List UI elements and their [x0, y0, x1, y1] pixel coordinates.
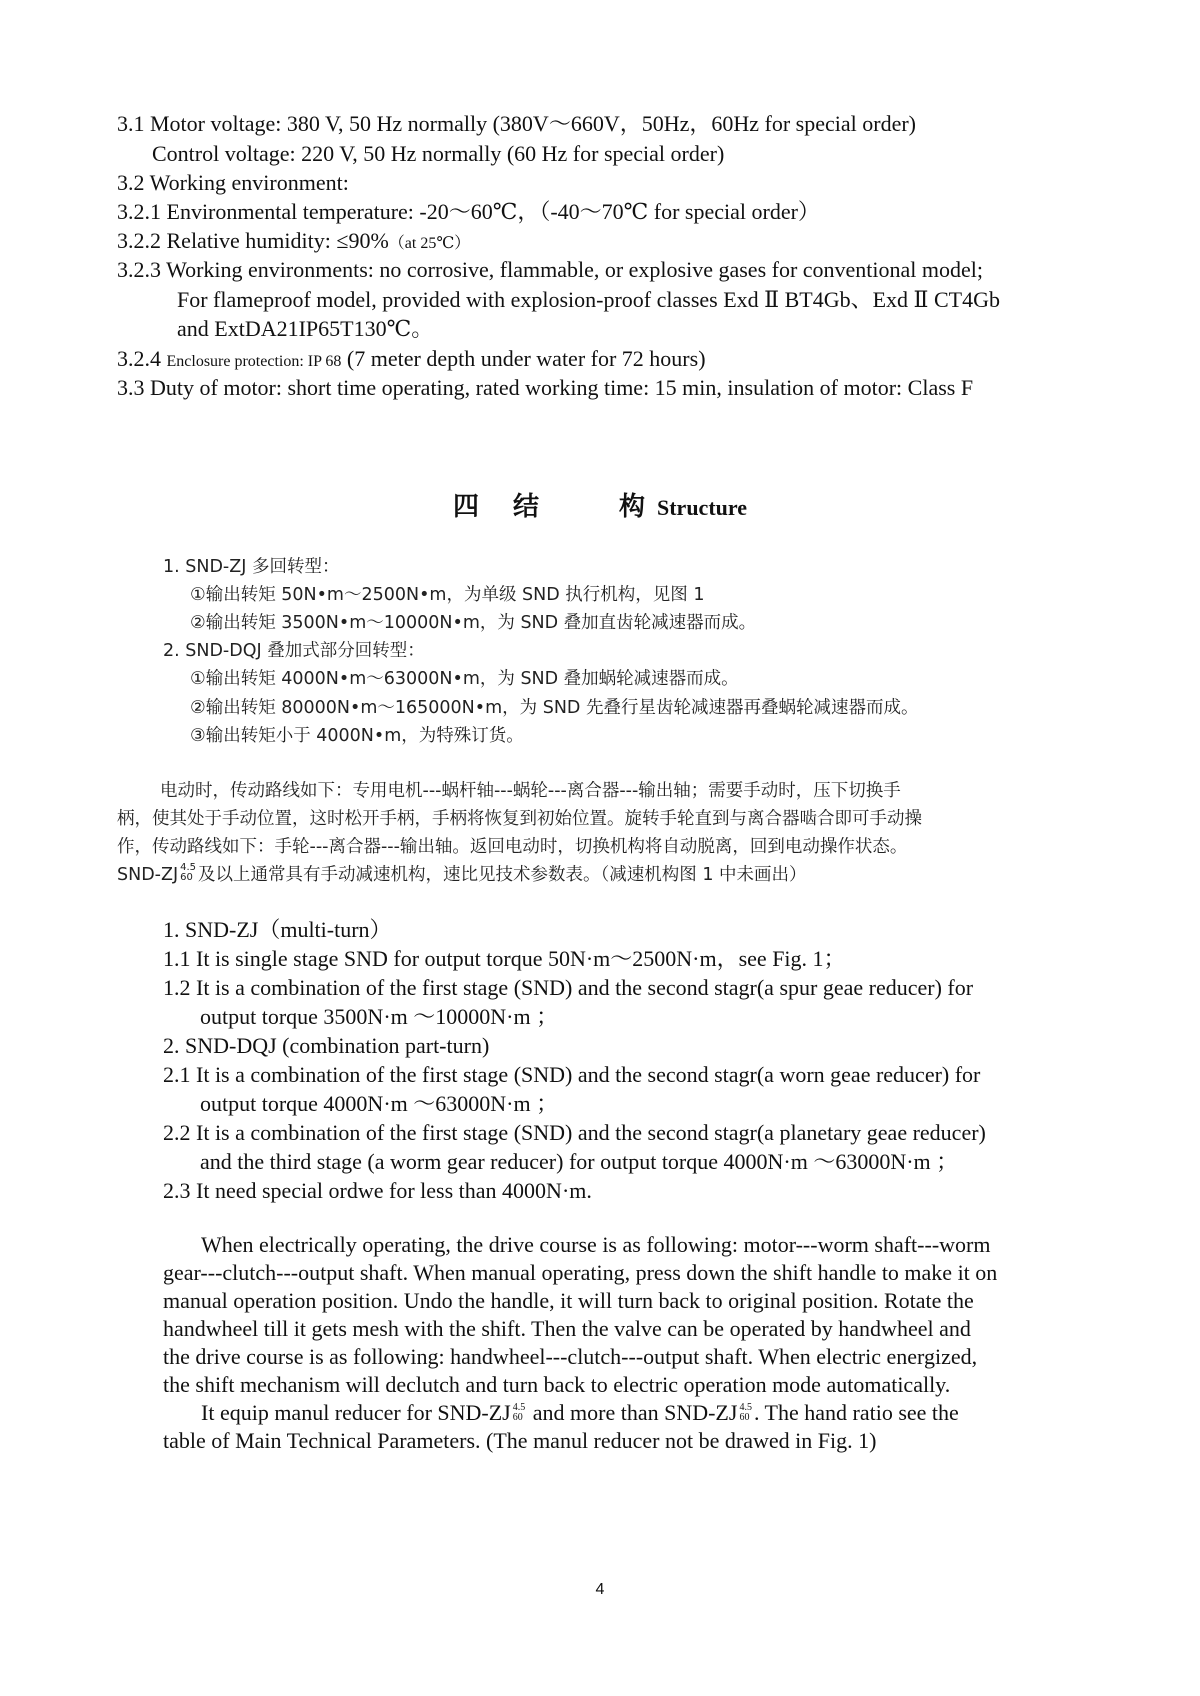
cn-paragraph-line: 电动时，传动路线如下：专用电机---蜗杆轴---蜗轮---离合器---输出轴；需要手动时，压下切换手: [160, 781, 901, 801]
model-fraction: [180, 863, 196, 883]
fraction-top: 4.5: [180, 862, 197, 873]
en-paragraph-line: handwheel till it gets mesh with the shift. Then the valve can be operated by handwheel and: [163, 1316, 971, 1341]
en-paragraph-line: [201, 1399, 959, 1427]
cn-list-item: ①输出转矩 4000N•m～63000N•m，为 SND 叠加蜗轮减速器而成。: [190, 669, 739, 689]
heading-char-3: 构: [618, 492, 645, 522]
en-list-item: 2.3 It need special ordwe for less than 4000N·m.: [163, 1178, 592, 1203]
en-list-item: output torque 3500N·m ～10000N·m ；: [200, 1004, 559, 1029]
cn-paragraph-line: 柄，使其处于手动位置，这时松开手柄，手柄将恢复到初始位置。旋转手轮直到与离合器啮合即可手动操: [117, 809, 922, 829]
en-paragraph-line: gear---clutch---output shaft. When manual operating, press down the shift handle to make it on: [163, 1260, 998, 1285]
model-fraction: [739, 1403, 752, 1423]
en-list-item: 2. SND-DQJ (combination part-turn): [163, 1033, 490, 1058]
en-paragraph-text: . The hand ratio see the: [753, 1400, 959, 1425]
fraction-bottom: 60: [739, 1411, 750, 1423]
page-number: 4: [595, 1581, 605, 1598]
en-paragraph-text: It equip manul reducer for SND-ZJ: [201, 1400, 511, 1425]
section-heading: [0, 486, 1200, 523]
en-paragraph-line: When electrically operating, the drive course is as following: motor---worm shaft---worm: [201, 1232, 991, 1257]
en-list-item: 2.1 It is a combination of the first stage (SND) and the second stagr(a worn geae reducer) for: [163, 1062, 981, 1087]
model-fraction: [513, 1403, 526, 1423]
spec-humidity-note: （at 25℃）: [388, 235, 471, 252]
en-list-item: and the third stage (a worm gear reducer) for output torque 4000N·m ～63000N·m ；: [200, 1149, 959, 1174]
spec-enclosure: [117, 345, 706, 376]
en-paragraph-line: manual operation position. Undo the handle, it will turn back to original position. Rotate the: [163, 1288, 974, 1313]
cn-paragraph-line: [117, 861, 807, 889]
spec-enclosure-number: 3.2.4: [117, 346, 161, 371]
spec-flameproof: For flameproof model, provided with explosion-proof classes Exd Ⅱ BT4Gb、Exd Ⅱ CT4Gb: [177, 287, 1001, 312]
en-list-item: 1.2 It is a combination of the first stage (SND) and the second stagr(a spur geae reducer) for: [163, 975, 974, 1000]
spec-control-voltage: Control voltage: 220 V, 50 Hz normally (60 Hz for special order): [152, 141, 725, 166]
cn-paragraph-tail: 及以上通常具有手动减速机构，速比见技术参数表。（减速机构图 1 中未画出）: [198, 865, 807, 885]
heading-english: Structure: [657, 495, 748, 520]
cn-model-name: SND-ZJ: [117, 865, 179, 885]
spec-motor-voltage: 3.1 Motor voltage: 380 V, 50 Hz normally (380V～660V，50Hz，60Hz for special order): [117, 111, 916, 136]
cn-list-item: ①输出转矩 50N•m～2500N•m，为单级 SND 执行机构，见图 1: [190, 585, 705, 605]
spec-flameproof-class: and ExtDA21IP65T130℃。: [177, 316, 434, 341]
en-list-item: 1.1 It is single stage SND for output torque 50N·m～2500N·m，see Fig. 1；: [163, 946, 846, 971]
spec-duty: 3.3 Duty of motor: short time operating, rated working time: 15 min, insulation of motor: Class F: [117, 375, 974, 400]
heading-char-2: 结: [512, 492, 539, 522]
spec-enclosure-label: Enclosure protection: IP 68: [166, 353, 342, 370]
fraction-bottom: 60: [512, 1411, 523, 1423]
cn-paragraph-line: 作，传动路线如下：手轮---离合器---输出轴。返回电动时，切换机构将自动脱离，回到电动操作状态。: [117, 837, 908, 857]
en-list-item: 1. SND-ZJ（multi-turn）: [163, 917, 392, 942]
spec-environments: 3.2.3 Working environments: no corrosive, flammable, or explosive gases for conventional model;: [117, 257, 984, 282]
en-paragraph-line: the drive course is as following: handwheel---clutch---output shaft. When electric energized,: [163, 1344, 978, 1369]
cn-list-item: ③输出转矩小于 4000N•m，为特殊订货。: [190, 726, 524, 746]
cn-list-item: 2. SND-DQJ 叠加式部分回转型：: [163, 641, 425, 661]
en-paragraph-text: and more than SND-ZJ: [532, 1400, 738, 1425]
cn-list-item: ②输出转矩 80000N•m～165000N•m，为 SND 先叠行星齿轮减速器再叠蜗轮减速器而成。: [190, 698, 919, 718]
en-list-item: 2.2 It is a combination of the first stage (SND) and the second stagr(a planetary geae reducer): [163, 1120, 986, 1145]
fraction-bottom: 60: [180, 872, 193, 883]
en-list-item: output torque 4000N·m ～63000N·m ；: [200, 1091, 559, 1116]
spec-enclosure-note: (7 meter depth under water for 72 hours): [346, 346, 706, 371]
fraction-top: 4.5: [739, 1401, 752, 1413]
spec-humidity-text: 3.2.2 Relative humidity: ≤90%: [117, 228, 389, 253]
cn-list-item: 1. SND-ZJ 多回转型：: [163, 557, 340, 577]
spec-humidity: [117, 227, 470, 258]
heading-char-1: 四: [452, 492, 479, 522]
cn-list-item: ②输出转矩 3500N•m～10000N•m，为 SND 叠加直齿轮减速器而成。: [190, 613, 757, 633]
en-paragraph-line: the shift mechanism will declutch and turn back to electric operation mode automatically.: [163, 1372, 951, 1397]
spec-temperature: 3.2.1 Environmental temperature: -20～60℃，（-40～70℃ for special order）: [117, 199, 820, 224]
fraction-top: 4.5: [512, 1401, 526, 1413]
en-paragraph-line: table of Main Technical Parameters. (The manul reducer not be drawed in Fig. 1): [163, 1428, 877, 1453]
spec-working-environment: 3.2 Working environment:: [117, 170, 349, 195]
